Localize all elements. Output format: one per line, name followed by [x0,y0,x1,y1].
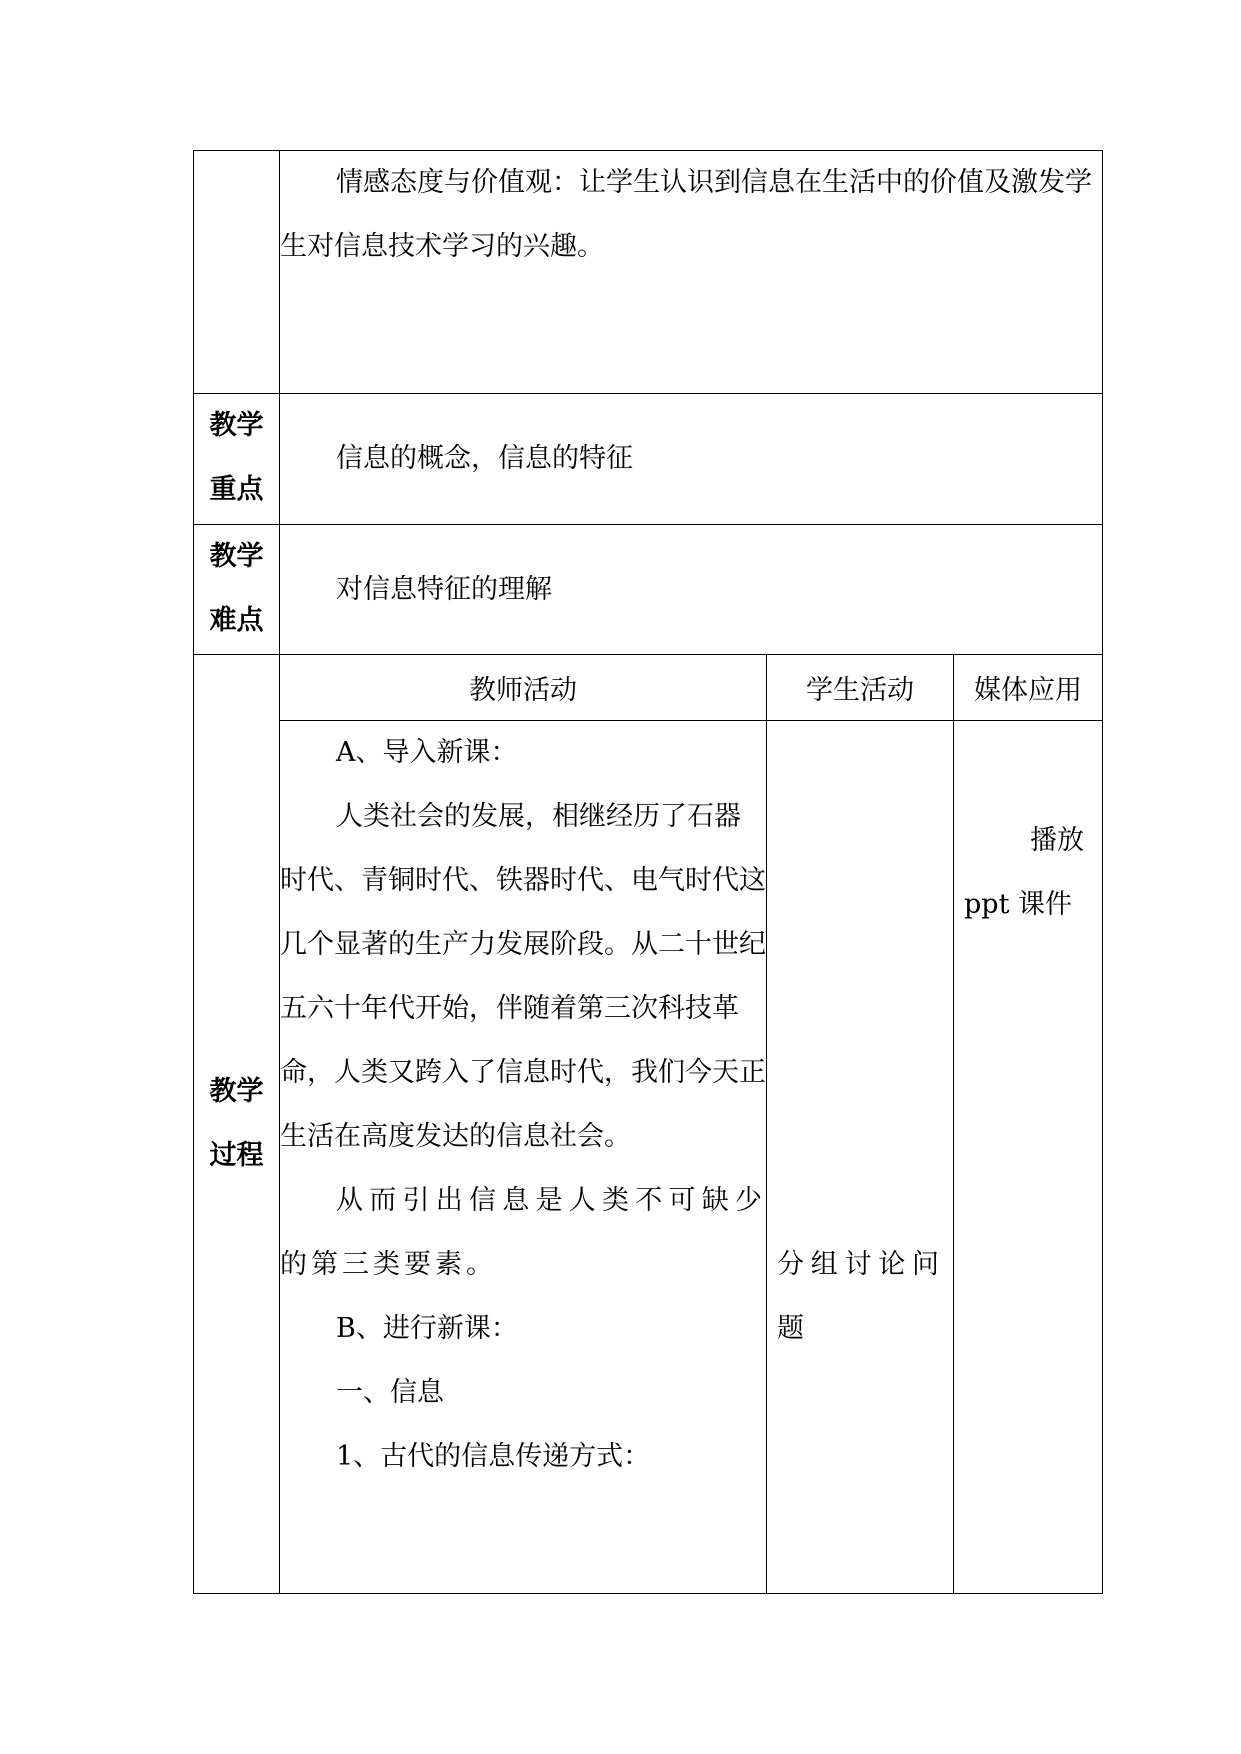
student-activity-cell [767,721,954,1594]
difficulties-label-line1: 教学 [209,541,264,572]
section-information: 一、信息 [336,1377,444,1408]
difficulties-text: 对信息特征的理解 [336,573,552,605]
difficulties-label-line2: 难点 [209,605,264,636]
attitude-values-text: 情感态度与价值观：让学生认识到信息在生活中的价值及激发学生对信息技术学习的兴趣。 [280,167,1092,262]
objectives-row [194,151,1103,394]
media-line2: ppt 课件 [964,889,1072,920]
student-activity-header: 学生活动 [767,655,954,721]
student-activity-text: 分组讨论问题 [777,1249,943,1344]
process-content-row [194,721,1103,1594]
subsection-ancient-methods: 1、古代的信息传递方式： [336,1441,651,1472]
key-points-text: 信息的概念，信息的特征 [336,443,633,474]
difficulties-cell [280,525,1103,655]
intro-conclusion: 从而引出信息是人类不可缺少的第三类要素。 [280,1185,766,1280]
key-points-cell [280,394,1103,525]
key-points-label-line2: 重点 [209,474,264,505]
media-use-cell [954,721,1103,1594]
media-use-header: 媒体应用 [954,655,1103,721]
process-label-line1: 教学 [209,1076,264,1107]
intro-heading: A、导入新课： [336,737,518,768]
objectives-cell [280,151,1103,394]
teacher-activity-cell [280,721,767,1594]
objectives-label-cell [194,151,280,394]
key-points-label [194,394,280,525]
media-line1: 播放 [1030,825,1084,856]
new-lesson-heading: B、进行新课： [336,1313,518,1344]
difficulties-row [194,525,1103,655]
teacher-activity-header: 教师活动 [280,655,767,721]
key-points-label-line1: 教学 [209,410,264,441]
key-points-row [194,394,1103,525]
process-label [194,655,280,1594]
process-header-row [194,655,1103,721]
difficulties-label [194,525,280,655]
intro-paragraph: 人类社会的发展，相继经历了石器时代、青铜时代、铁器时代、电气时代这几个显著的生产力发展阶段。从二十世纪五六十年代开始，伴随着第三次科技革命，人类又跨入了信息时代，我们今天正生活在高度发达的信息社会。 [280,801,766,1152]
process-label-line2: 过程 [209,1140,264,1171]
lesson-plan-table [193,150,1103,1594]
